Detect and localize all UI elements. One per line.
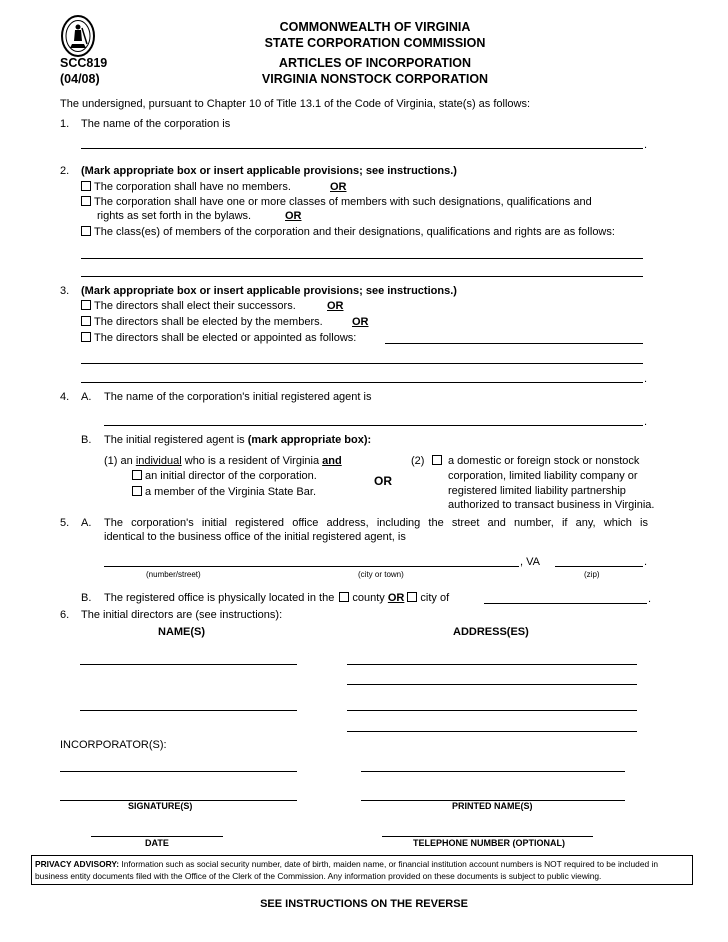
agent-option2-line3: registered limited liability partnership [448,485,626,497]
checkbox[interactable] [432,455,442,465]
or-label: OR [285,210,302,222]
agent-option1b: a member of the Virginia State Bar. [132,486,316,500]
date-line[interactable] [91,836,223,837]
period: . [644,139,648,151]
item3-option2: The directors shall be elected by the members. [81,316,323,330]
period: . [644,416,648,428]
item2-number: 2. [60,165,70,177]
telephone-caption: TELEPHONE NUMBER (OPTIONAL) [413,838,565,848]
agent-option2-line4: authorized to transact business in Virginia. [448,499,655,511]
director-address-line[interactable] [347,731,637,732]
registered-agent-name-line[interactable] [104,425,643,426]
director-election-line[interactable] [81,382,643,383]
item2-option2-cont: rights as set forth in the bylaws. [97,210,252,222]
director-name-line[interactable] [80,710,297,711]
city-caption: (city or town) [358,570,404,579]
item4a-text: The name of the corporation's initial registered agent is [104,391,372,403]
va-label: , VA [520,556,540,568]
item5-number: 5. [60,517,70,529]
agent-option2: (2) [411,455,445,469]
period: . [644,556,648,568]
item2-option2: The corporation shall have one or more classes of members with such designations, qualifications and [81,196,592,210]
form-date: (04/08) [60,72,100,86]
date-caption: DATE [145,838,169,848]
zip-caption: (zip) [584,570,600,579]
director-name-line[interactable] [80,664,297,665]
member-classes-line[interactable] [81,258,643,259]
telephone-line[interactable] [382,836,593,837]
signature-caption: SIGNATURE(S) [128,801,193,811]
item1-number: 1. [60,118,70,130]
or-label: OR [352,316,369,328]
item5b-row: The registered office is physically located in the county OR city of [104,592,450,604]
incorporators-label: INCORPORATOR(S): [60,739,167,751]
item5a-letter: A. [81,517,92,529]
form-subtitle: VIRGINIA NONSTOCK CORPORATION [261,72,489,86]
printed-name-caption: PRINTED NAME(S) [452,801,533,811]
item6-number: 6. [60,609,70,621]
director-election-line[interactable] [385,343,643,344]
street-caption: (number/street) [146,570,201,579]
checkbox[interactable] [132,470,142,480]
checkbox[interactable] [81,300,91,310]
footer-instructions: SEE INSTRUCTIONS ON THE REVERSE [260,898,468,910]
period: . [644,373,648,385]
checkbox[interactable] [81,332,91,342]
checkbox[interactable] [132,486,142,496]
checkbox[interactable] [81,196,91,206]
privacy-advisory-text: Information such as social security number, date of birth, maiden name, or financial institution account numbers is NOT required to be included in business entity documents filed with the Office of the Clerk of the Commission. Any information provided on these documents is subject to public viewing. [35,859,658,881]
item6-text: The initial directors are (see instructions): [81,609,283,621]
agent-option1a: an initial director of the corporation. [132,470,317,484]
agent-option2-line1: a domestic or foreign stock or nonstock [448,455,640,467]
item5a-line2: identical to the business office of the initial registered agent, is [104,531,406,543]
item3-number: 3. [60,285,70,297]
commission-heading: STATE CORPORATION COMMISSION [264,36,486,50]
privacy-advisory-label: PRIVACY ADVISORY: [35,859,120,869]
checkbox[interactable] [407,592,417,602]
period: . [648,593,652,605]
checkbox[interactable] [81,226,91,236]
director-address-line[interactable] [347,710,637,711]
form-title: ARTICLES OF INCORPORATION [278,56,472,70]
item5a-line1: The corporation's initial registered office address, including the street and number, if any, which is [104,517,648,529]
checkbox[interactable] [81,316,91,326]
or-label: OR [327,300,344,312]
form-number: SCC819 [60,56,108,70]
agent-option2-line2: corporation, limited liability company or [448,470,638,482]
registered-office-street-line[interactable] [104,566,519,567]
or-label: OR [330,181,347,193]
registered-office-zip-line[interactable] [555,566,643,567]
agent-option1: (1) an individual who is a resident of Virginia and [104,455,342,467]
checkbox[interactable] [81,181,91,191]
member-classes-line[interactable] [81,276,643,277]
director-address-line[interactable] [347,684,637,685]
director-address-line[interactable] [347,664,637,665]
city-of-line[interactable] [484,603,647,604]
virginia-seal-icon [60,14,96,58]
item3-option3: The directors shall be elected or appointed as follows: [81,332,356,346]
addresses-header: ADDRESS(ES) [453,626,529,638]
item3-heading: (Mark appropriate box or insert applicable provisions; see instructions.) [81,285,457,297]
item4b-letter: B. [81,434,92,446]
incorporator-signature-line[interactable] [60,771,297,772]
item4a-letter: A. [81,391,92,403]
item5b-letter: B. [81,592,92,604]
privacy-advisory-box [31,855,693,885]
names-header: NAME(S) [158,626,206,638]
incorporator-printed-name-line[interactable] [361,771,625,772]
item4b-text: The initial registered agent is (mark appropriate box): [104,434,372,446]
item2-option1: The corporation shall have no members. [81,181,291,195]
item2-option3: The class(es) of members of the corporation and their designations, qualifications and rights are as follows: [81,226,615,240]
checkbox[interactable] [339,592,349,602]
intro-text: The undersigned, pursuant to Chapter 10 of Title 13.1 of the Code of Virginia, state(s) as follows: [60,98,531,110]
commonwealth-heading: COMMONWEALTH OF VIRGINIA [279,20,471,34]
corporation-name-line[interactable] [81,148,643,149]
item2-heading: (Mark appropriate box or insert applicable provisions; see instructions.) [81,165,457,177]
item1-text: The name of the corporation is [81,118,231,130]
or-label: OR [374,474,392,488]
item4-number: 4. [60,391,70,403]
item3-option1: The directors shall elect their successors. [81,300,296,314]
director-election-line[interactable] [81,363,643,364]
